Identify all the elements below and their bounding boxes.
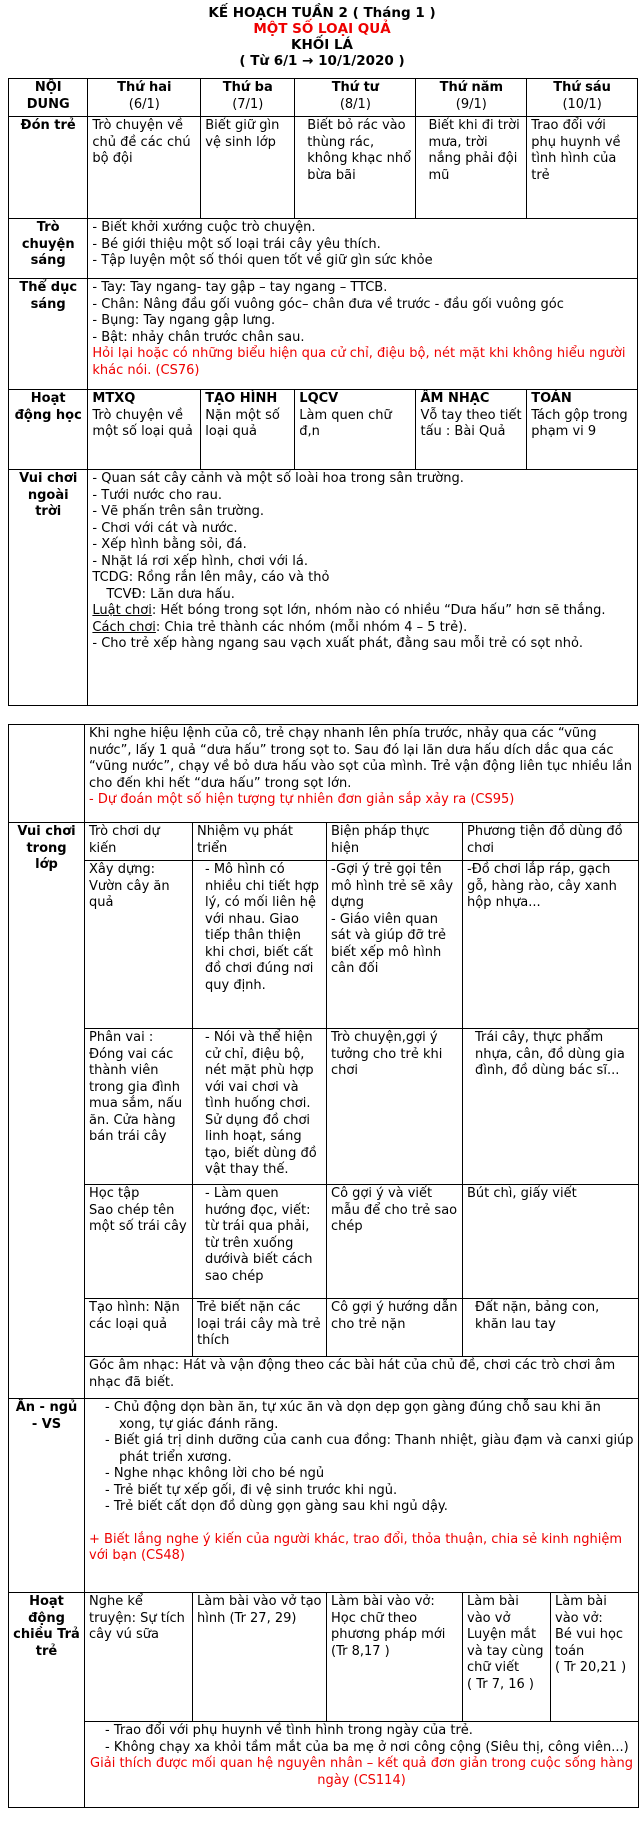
label-tro-chuyen: Trò chuyện sáng	[9, 219, 88, 279]
row-tro-chuyen	[9, 219, 638, 279]
cell-materials: -Đồ chơi lắp ráp, gạch gỗ, hàng rào, cây xanh hộp nhựa...	[463, 861, 639, 1029]
howto-text: : Chia trẻ thành các nhóm (mỗi nhóm 4 – 5 trẻ).	[155, 619, 468, 635]
cell-game: Tạo hình: Nặn các loại quả	[85, 1299, 193, 1357]
cell-continuation	[85, 725, 639, 823]
cell-hdh-wed	[295, 390, 416, 470]
bullet-text: Trẻ biết tự xếp gối, đi vệ sinh trước khi ngủ.	[113, 1482, 398, 1498]
table-row	[9, 1185, 639, 1299]
plan-table-2	[8, 724, 639, 1808]
label-vui-choi-ngoai-troi: Vui chơi ngoài trời	[9, 470, 88, 706]
row-the-duc	[9, 279, 638, 390]
day-monday	[88, 79, 201, 117]
row-vui-choi-lop-head	[9, 823, 639, 861]
cell-task: - Làm quen hướng đọc, viết: từ trái qua phải, từ trên xuống dướivà biết cách sao chép	[193, 1185, 327, 1299]
goal-cs95: - Dự đoán một số hiện tượng tự nhiên đơn giản sắp xảy ra (CS95)	[89, 792, 515, 807]
howto-label: Cách chơi	[92, 619, 156, 635]
cell-chieu-thufri	[463, 1593, 639, 1722]
text-line: - Tập luyện một số thói quen tốt về giữ gìn sức khỏe	[92, 253, 433, 268]
cell-vui-choi-ngoai-troi	[88, 470, 638, 706]
label-an-ngu-vs: Ăn - ngủ - VS	[9, 1399, 85, 1593]
col-head-materials: Phương tiện đồ dùng đồ chơi	[463, 823, 639, 861]
text-line: - Bé giới thiệu một số loại trái cây yêu thích.	[92, 236, 381, 252]
text-line: - Bụng: Tay ngang gập lưng.	[92, 313, 276, 328]
cell-continuation-label	[9, 725, 85, 823]
text-line: - Vẽ phấn trên sân trường.	[92, 504, 264, 519]
text-line: - Bật: nhảy chân trước chân sau.	[92, 329, 305, 345]
cell-don-tre-wed: Biết bỏ rác vào thùng rác, không khạc nhổ bừa bãi	[295, 117, 416, 219]
cell-method: -Gợi ý trẻ gọi tên mô hình trẻ sẽ xây dựng - Giáo viên quan sát và giúp đỡ trẻ biết xếp mô hình cân đối	[327, 861, 463, 1029]
howto-line	[92, 620, 633, 637]
text-line: - Biết khởi xướng cuộc trò chuyện.	[92, 220, 316, 235]
cell-don-tre-thu: Biết khi đi trời mưa, trời nắng phải đội mũ	[416, 117, 527, 219]
cell-hdh-fri	[527, 390, 638, 470]
label-vui-choi-trong-lop: Vui chơi trong lớp	[9, 823, 85, 1399]
cell-game: Phân vai : Đóng vai các thành viên trong gia đình mua sắm, nấu ăn. Cửa hàng bán trái cây	[85, 1029, 193, 1185]
cell-game: Học tập Sao chép tên một số trái cây	[85, 1185, 193, 1299]
row-don-tre	[9, 117, 638, 219]
row-continuation	[9, 725, 639, 823]
bullet-line: - Trao đổi với phụ huynh về tình hình trong ngày của trẻ.	[105, 1723, 473, 1738]
cell-chieu-notes	[85, 1722, 639, 1808]
bullet-text: Trẻ biết cất dọn đồ dùng gọn gàng sau khi ngủ dậy.	[113, 1499, 448, 1514]
bullet-line: - Không chạy xa khỏi tầm mắt của ba mẹ ở nơi công cộng (Siêu thị, công viên...)	[105, 1739, 629, 1755]
cell-chieu-mon: Nghe kể truyện: Sự tích cây vú sữa	[85, 1593, 193, 1722]
table-row	[9, 861, 639, 1029]
tcdg-line: TCDG: Rồng rắn lên mây, cáo và thỏ	[92, 570, 330, 585]
rules-text: : Hết bóng trong sọt lớn, nhóm nào có nhiều “Dưa hấu” hơn sẽ thắng.	[151, 603, 606, 618]
subject-text: Trò chuyện về một số loại quả	[92, 407, 193, 439]
header-dates: ( Từ 6/1 → 10/1/2020 )	[239, 53, 405, 69]
text-line: - Chân: Nâng đầu gối vuông góc– chân đưa về trước - đầu gối vuông góc	[92, 296, 564, 312]
goal-cs76: Hỏi lại hoặc có những biểu hiện qua cử chỉ, điệu bộ, nét mặt khi không hiểu người khác nói. (CS76)	[92, 346, 626, 378]
rules-line	[92, 603, 633, 620]
cell-hdh-tue	[201, 390, 295, 470]
text-line: - Tay: Tay ngang- tay gập – tay ngang – TTCB.	[92, 280, 388, 295]
table-row	[9, 1029, 639, 1185]
split-cell	[463, 1593, 638, 1721]
bullet-line: - Chủ động dọn bàn ăn, tự xúc ăn và dọn dẹp gọn gàng đúng chỗ sau khi ăn xong, tự giác đánh răng.	[105, 1400, 601, 1432]
row-an-ngu	[9, 1399, 639, 1593]
cell-tro-chuyen	[88, 219, 638, 279]
cell-method: Cô gợi ý và viết mẫu để cho trẻ sao chép	[327, 1185, 463, 1299]
cell-task: - Nói và thể hiện cử chỉ, điệu bộ, nét mặt phù hợp với vai chơi và tình huống chơi. Sử dụng đồ chơi linh hoạt, sáng tạo, biết dùng đồ vật thay thế.	[193, 1029, 327, 1185]
cell-an-ngu	[85, 1399, 639, 1593]
col-head-game: Trò chơi dự kiến	[85, 823, 193, 861]
cell-hdh-mon	[88, 390, 201, 470]
day-name: Thứ năm	[439, 80, 504, 95]
cell-don-tre-fri: Trao đổi với phụ huynh về tình hình của trẻ	[527, 117, 638, 219]
col-head-task: Nhiệm vụ phát triển	[193, 823, 327, 861]
label-the-duc: Thể dục sáng	[9, 279, 88, 390]
day-name: Thứ hai	[117, 80, 172, 95]
bullet-line: - Biết giá trị dinh dưỡng của canh cua đồng: Thanh nhiệt, giàu đạm và canxi giúp phát triển xương.	[105, 1433, 634, 1465]
label-don-tre: Đón trẻ	[9, 117, 88, 219]
subject-title: TẠO HÌNH	[205, 391, 278, 406]
cell-the-duc	[88, 279, 638, 390]
col-head-method: Biện pháp thực hiện	[327, 823, 463, 861]
day-friday	[527, 79, 638, 117]
cell-don-tre-tue: Biết giữ gìn vệ sinh lớp	[201, 117, 295, 219]
cell-task: - Mô hình có nhiều chi tiết hợp lý, có mối liên hệ với nhau. Giao tiếp thân thiện khi chơi, biết cất đồ chơi đúng nơi quy định.	[193, 861, 327, 1029]
cell-materials: Đất nặn, bảng con, khăn lau tay	[463, 1299, 639, 1357]
plan-table-1	[8, 78, 638, 706]
label-hoat-dong-chieu: Hoạt động chiều Trả trẻ	[9, 1593, 85, 1808]
cell-don-tre-mon: Trò chuyện về chủ đề các chú bộ đội	[88, 117, 201, 219]
text-line: - Cho trẻ xếp hàng ngang sau vạch xuất phát, đằng sau mỗi trẻ có sọt nhỏ.	[92, 636, 584, 651]
bullet-line: - Nghe nhạc không lời cho bé ngủ	[105, 1466, 325, 1481]
day-date: (9/1)	[455, 96, 487, 112]
subject-text: Vỗ tay theo tiết tấu : Bài Quả	[420, 407, 522, 439]
row-vui-choi-ngoai-troi	[9, 470, 638, 706]
text-line: - Xếp hình bằng sỏi, đá.	[92, 537, 247, 552]
bullet-text: Trao đổi với phụ huynh về tình hình trong ngày của trẻ.	[113, 1723, 473, 1738]
text-line: - Quan sát cây cảnh và một số loài hoa trong sân trường.	[92, 471, 464, 486]
cell-hdh-thu	[416, 390, 527, 470]
day-date: (6/1)	[128, 96, 160, 112]
cell-chieu-fri: Làm bài vào vở: Bé vui học toán ( Tr 20,21 )	[555, 1594, 627, 1675]
day-name: Thứ ba	[222, 80, 273, 95]
day-date: (10/1)	[562, 96, 602, 112]
subject-text: Tách gộp trong phạm vi 9	[531, 407, 628, 439]
tcvd-line: TCVĐ: Lăn dưa hấu.	[106, 586, 235, 602]
plan-header	[0, 5, 644, 69]
cell-materials: Bút chì, giấy viết	[463, 1185, 639, 1299]
text-line: - Tưới nước cho rau.	[92, 487, 222, 503]
subject-text: Nặn một số loại quả	[205, 407, 280, 439]
text-line: - Nhặt lá rơi xếp hình, chơi với lá.	[92, 553, 308, 569]
subject-title: ÂM NHẠC	[420, 391, 490, 406]
rules-label: Luật chơi	[92, 603, 152, 618]
row-chieu-cells	[9, 1593, 639, 1722]
cell-chieu-thu: Làm bài vào vở Luyện mắt và tay cùng chữ viết ( Tr 7, 16 )	[463, 1593, 551, 1721]
header-theme: MỘT SỐ LOẠI QUẢ	[253, 21, 391, 37]
table-header-row	[9, 79, 638, 117]
day-name: Thứ tư	[331, 80, 380, 95]
day-thursday	[416, 79, 527, 117]
subject-title: LQCV	[299, 391, 339, 406]
cell-game: Xây dựng: Vườn cây ăn quả	[85, 861, 193, 1029]
text-line: - Chơi với cát và nước.	[92, 520, 238, 536]
cell-materials: Trái cây, thực phẩm nhựa, cân, đồ dùng gia đình, đồ dùng bác sĩ...	[463, 1029, 639, 1185]
cell-method: Cô gợi ý hướng dẫn cho trẻ nặn	[327, 1299, 463, 1357]
header-noi-dung: NỘI DUNG	[9, 79, 88, 117]
bullet-text: Nghe nhạc không lời cho bé ngủ	[113, 1466, 325, 1481]
subject-title: TOÁN	[531, 391, 572, 406]
day-wednesday	[295, 79, 416, 117]
cell-task: Trẻ biết nặn các loại trái cây mà trẻ thích	[193, 1299, 327, 1357]
row-hoat-dong-hoc	[9, 390, 638, 470]
subject-text: Làm quen chữ đ,n	[299, 407, 392, 439]
day-name: Thứ sáu	[553, 80, 611, 95]
subject-title: MTXQ	[92, 391, 136, 406]
goal-cs48: + Biết lắng nghe ý kiến của người khác, trao đổi, thỏa thuận, chia sẻ kinh nghiệm với bạn (CS48)	[89, 1531, 623, 1563]
day-tuesday	[201, 79, 295, 117]
row-am-nhac	[9, 1357, 639, 1399]
cell-goc-am-nhac: Góc âm nhạc: Hát và vận động theo các bài hát của chủ đề, chơi các trò chơi âm nhạc đã biết.	[85, 1357, 639, 1399]
table-row	[9, 1299, 639, 1357]
cell-chieu-tue: Làm bài vào vở tạo hình (Tr 27, 29)	[193, 1593, 327, 1722]
day-date: (8/1)	[339, 96, 371, 112]
header-class: KHỐI LÁ	[290, 37, 353, 53]
game-description: Khi nghe hiệu lệnh của cô, trẻ chạy nhanh lên phía trước, nhảy qua các “vũng nước”, lấy 1 quả “dưa hấu” trong sọt to. Sau đó lại lăn dưa hấu dích dắc qua các “vũng nước”, chạy về bỏ dưa hấu vào sọt của mình. Trẻ vận động liên tục nhiều lần cho đến khi hết “dưa hấu” trong sọt lớn.	[89, 726, 632, 791]
bullet-line: - Trẻ biết tự xếp gối, đi vệ sinh trước khi ngủ.	[105, 1482, 398, 1498]
day-date: (7/1)	[232, 96, 264, 112]
label-hoat-dong-hoc: Hoạt động học	[9, 390, 88, 470]
header-title: KẾ HOẠCH TUẦN 2 ( Tháng 1 )	[208, 5, 436, 21]
bullet-text: Không chạy xa khỏi tầm mắt của ba mẹ ở nơi công cộng (Siêu thị, công viên...)	[113, 1739, 629, 1755]
bullet-text: Biết giá trị dinh dưỡng của canh cua đồng: Thanh nhiệt, giàu đạm và canxi giúp phát triển xương.	[113, 1433, 634, 1465]
cell-method: Trò chuyện,gợi ý tưởng cho trẻ khi chơi	[327, 1029, 463, 1185]
bullet-line: - Trẻ biết cất dọn đồ dùng gọn gàng sau khi ngủ dậy.	[105, 1499, 448, 1514]
row-chieu-notes	[9, 1722, 639, 1808]
cell-chieu-wed: Làm bài vào vở: Học chữ theo phương pháp mới (Tr 8,17 )	[327, 1593, 463, 1722]
goal-cs114: Giải thích được mối quan hệ nguyên nhân – kết quả đơn giản trong cuộc sống hàng ngày (CS114)	[90, 1756, 633, 1788]
bullet-text: Chủ động dọn bàn ăn, tự xúc ăn và dọn dẹp gọn gàng đúng chỗ sau khi ăn xong, tự giác đánh răng.	[113, 1400, 601, 1432]
